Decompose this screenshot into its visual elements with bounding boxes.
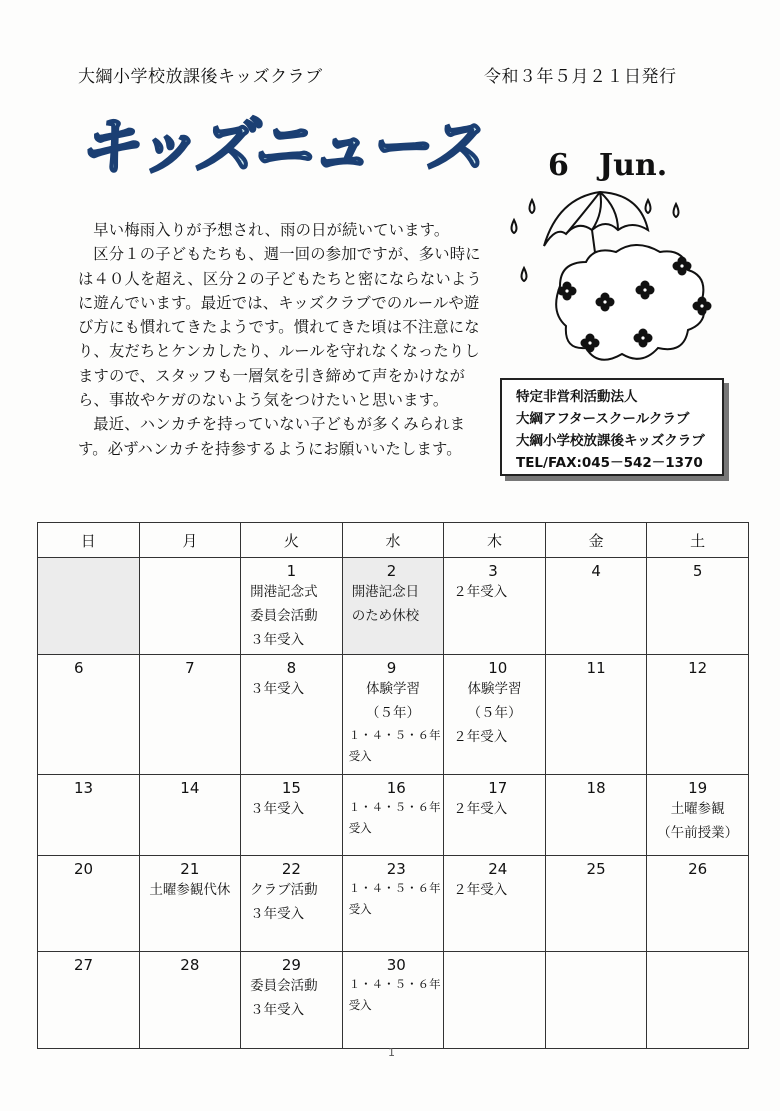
newsletter-title-logo [70,112,490,182]
calendar-day-cell [444,951,546,1048]
day-number: 30 [386,955,406,974]
calendar-day-cell [139,775,241,856]
calendar-day-cell [38,775,140,856]
weekday-header: 日 [38,523,140,558]
weekday-header: 火 [241,523,343,558]
day-number: 8 [286,659,297,678]
day-event: 委員会活動 [250,977,318,994]
day-event: ３年受入 [250,801,305,818]
day-event: クラブ活動 [250,882,318,899]
calendar-day-cell [139,655,241,775]
calendar-day-cell [647,775,749,856]
calendar-day-cell [545,856,647,951]
calendar-week-row [38,775,749,856]
calendar-day-cell [444,558,546,655]
weekday-header: 月 [139,523,241,558]
calendar-day-cell [444,775,546,856]
day-number: 25 [586,860,606,879]
calendar-week-row [38,856,749,951]
day-event: ２年受入 [453,882,508,899]
page-number: 1 [388,1046,395,1059]
day-number: 18 [586,779,606,798]
calendar-day-cell [647,856,749,951]
calendar-day-cell [38,856,140,951]
day-event: １・４・５・６年 [348,976,441,991]
calendar-day-cell [139,856,241,951]
day-number: 21 [180,860,200,879]
calendar-day-cell [241,775,343,856]
day-number: 5 [692,562,703,580]
month-label: 6 Jun. [548,148,668,183]
day-event: １・４・５・６年 [348,881,441,896]
day-event: 開港記念式 [250,584,318,600]
body-paragraph: 最近、ハンカチを持っていない子どもが多くみられます。必ずハンカチを持参するようにお願いいたします。 [78,415,466,458]
day-event: ２年受入 [453,801,508,818]
calendar-day-cell [545,558,647,655]
calendar-day-cell [545,655,647,775]
day-number: 27 [74,955,94,974]
calendar-day-cell [241,558,343,655]
day-event: ３年受入 [250,906,305,923]
day-number: 20 [74,860,94,879]
day-number: 1 [286,562,297,580]
newsletter-body [78,218,488,461]
day-number: 13 [74,779,94,798]
day-number: 28 [180,955,200,974]
calendar-day-cell [545,951,647,1048]
day-number: 16 [386,779,406,798]
calendar-day-cell [647,558,749,655]
calendar-day-cell [342,558,444,655]
day-event: ２年受入 [453,584,508,600]
contact-org-type: 特定非営利活動法人 [516,389,638,405]
calendar-table [37,522,749,1049]
calendar-day-cell [241,856,343,951]
calendar-week-row [38,655,749,775]
calendar-day-cell [38,951,140,1048]
day-event: ２年受入 [453,729,508,746]
day-event: 体験学習 [467,681,522,698]
day-event: ３年受入 [250,632,305,648]
day-number: 29 [281,955,301,974]
calendar-day-cell [444,655,546,775]
body-paragraph: 早い梅雨入りが予想され、雨の日が続いています。 [93,221,450,239]
umbrella-rain-icon [500,190,730,365]
calendar-day-cell [139,951,241,1048]
calendar-day-cell [647,655,749,775]
calendar-day-cell [342,951,444,1048]
day-event: ３年受入 [250,681,305,698]
day-event: 委員会活動 [250,608,318,624]
day-event: 受入 [348,821,372,836]
day-number: 7 [185,659,195,678]
day-number: 26 [688,860,708,879]
day-event: 体験学習 [365,681,420,698]
weekday-header: 金 [545,523,647,558]
organization-name: 大綱小学校放課後キッズクラブ [78,67,323,87]
day-number: 17 [488,779,508,798]
contact-club-name: 大綱小学校放課後キッズクラブ [516,433,705,449]
calendar-day-cell [241,951,343,1048]
day-number: 23 [386,860,406,879]
day-number: 9 [386,659,397,678]
calendar-day-cell [38,558,140,655]
weekday-header: 水 [342,523,444,558]
day-event: 土曜参観代休 [149,882,231,899]
calendar-day-cell [342,655,444,775]
contact-box [500,378,724,476]
body-paragraph: 区分１の子どもたちも、週一回の参加ですが、多い時には４０人を超え、区分２の子どもたちと密にならないように遊んでいます。最近では、キッズクラブでのルールや遊び方にも慣れてきたようです。慣れてきた頃は不注意になり、友だちとケンカしたり、ルールを守れなくなったりしますので、スタッフも一層気を引き締めて声をかけながら、事故やケガのないよう気をつけたいと思います。 [78,245,482,410]
weekday-header: 土 [647,523,749,558]
day-number: 24 [488,860,508,879]
day-event: （５年） [365,705,420,722]
calendar-day-cell [38,655,140,775]
day-event: １・４・５・６年 [348,728,441,743]
calendar-week-row [38,951,749,1048]
day-number: 2 [386,562,397,580]
day-event: ３年受入 [250,1001,305,1018]
calendar-week-row [38,558,749,655]
calendar-day-cell [545,775,647,856]
day-event: （５年） [467,705,522,722]
day-event: １・４・５・６年 [348,800,441,815]
day-number: 6 [74,659,84,678]
weekday-header: 木 [444,523,546,558]
calendar-header-row [38,523,749,558]
contact-phone: TEL/FAX:045－542－1370 [516,455,703,471]
day-number: 4 [591,562,601,580]
day-number: 12 [688,659,708,678]
calendar-day-cell [342,856,444,951]
day-number: 11 [586,659,606,678]
day-event: のため休校 [351,608,420,624]
day-event: 受入 [348,997,372,1012]
day-number: 10 [488,659,508,678]
day-number: 3 [488,562,498,580]
day-number: 15 [281,779,301,798]
day-event: 受入 [348,749,372,764]
issue-date: 令和３年５月２１日発行 [484,67,677,87]
calendar-day-cell [241,655,343,775]
day-number: 19 [688,779,708,798]
newsletter-title-text: キッズニュース [78,112,482,182]
contact-org-name: 大綱アフタースクールクラブ [516,411,690,427]
day-event: 受入 [348,902,372,917]
calendar-day-cell [139,558,241,655]
day-event: 開港記念日 [351,584,420,600]
calendar-day-cell [647,951,749,1048]
day-number: 22 [281,860,301,879]
calendar-day-cell [444,856,546,951]
day-event: （午前授業） [657,825,739,842]
calendar-day-cell [342,775,444,856]
day-event: 土曜参観 [670,801,725,818]
day-number: 14 [180,779,200,798]
